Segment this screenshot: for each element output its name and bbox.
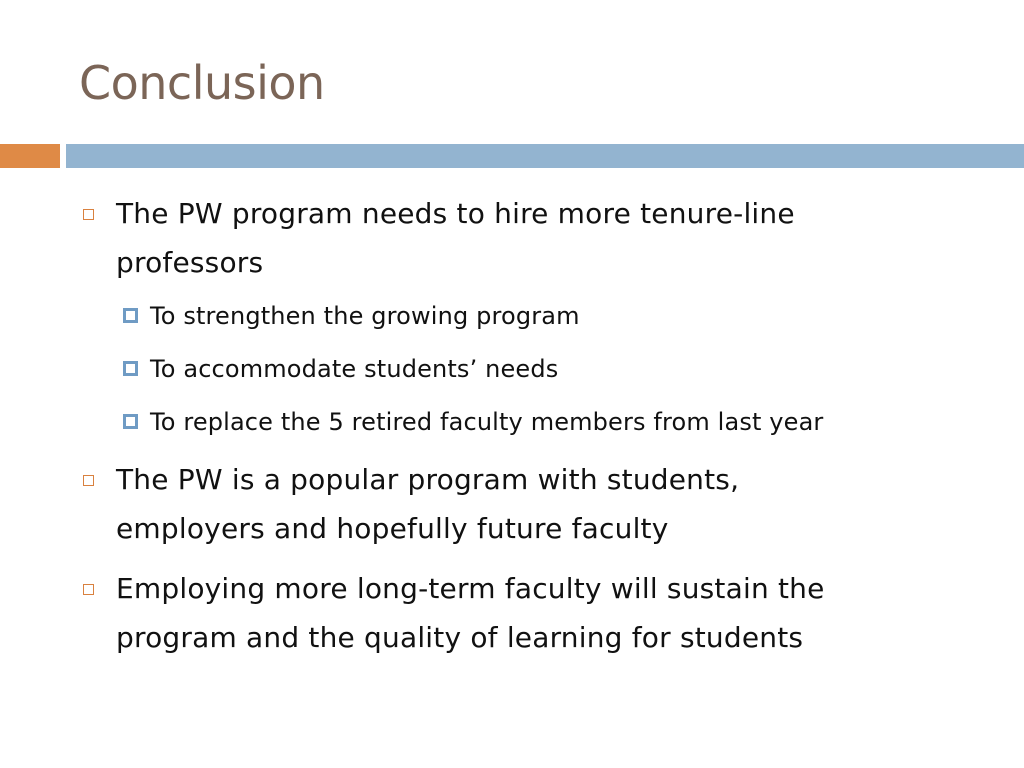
hollow-square-bullet-icon [83,209,94,220]
filled-square-bullet-icon [123,414,138,429]
bullet-line: Employing more long-term faculty will sustain the [116,572,825,605]
bullet-item [0,455,1024,553]
sub-bullet-item [0,405,1024,439]
hollow-square-bullet-icon [83,475,94,486]
bullet-item [0,189,1024,287]
bullet-line: program and the quality of learning for students [116,621,804,654]
sub-bullet-text: To accommodate students’ needs [150,355,559,383]
title-accent-bar-blue [66,144,1024,168]
filled-square-bullet-icon [123,308,138,323]
sub-bullet-item [0,299,1024,333]
bullet-line: professors [116,246,264,279]
bullet-item [0,564,1024,662]
sub-bullet-text: To strengthen the growing program [150,302,580,330]
slide-title: Conclusion [79,56,325,110]
sub-bullet-item [0,352,1024,386]
filled-square-bullet-icon [123,361,138,376]
bullet-line: employers and hopefully future faculty [116,512,669,545]
hollow-square-bullet-icon [83,584,94,595]
bullet-line: The PW is a popular program with students, [116,463,740,496]
sub-bullet-text: To replace the 5 retired faculty members from last year [150,408,824,436]
bullet-line: The PW program needs to hire more tenure-line [116,197,795,230]
title-accent-bar-orange [0,144,60,168]
